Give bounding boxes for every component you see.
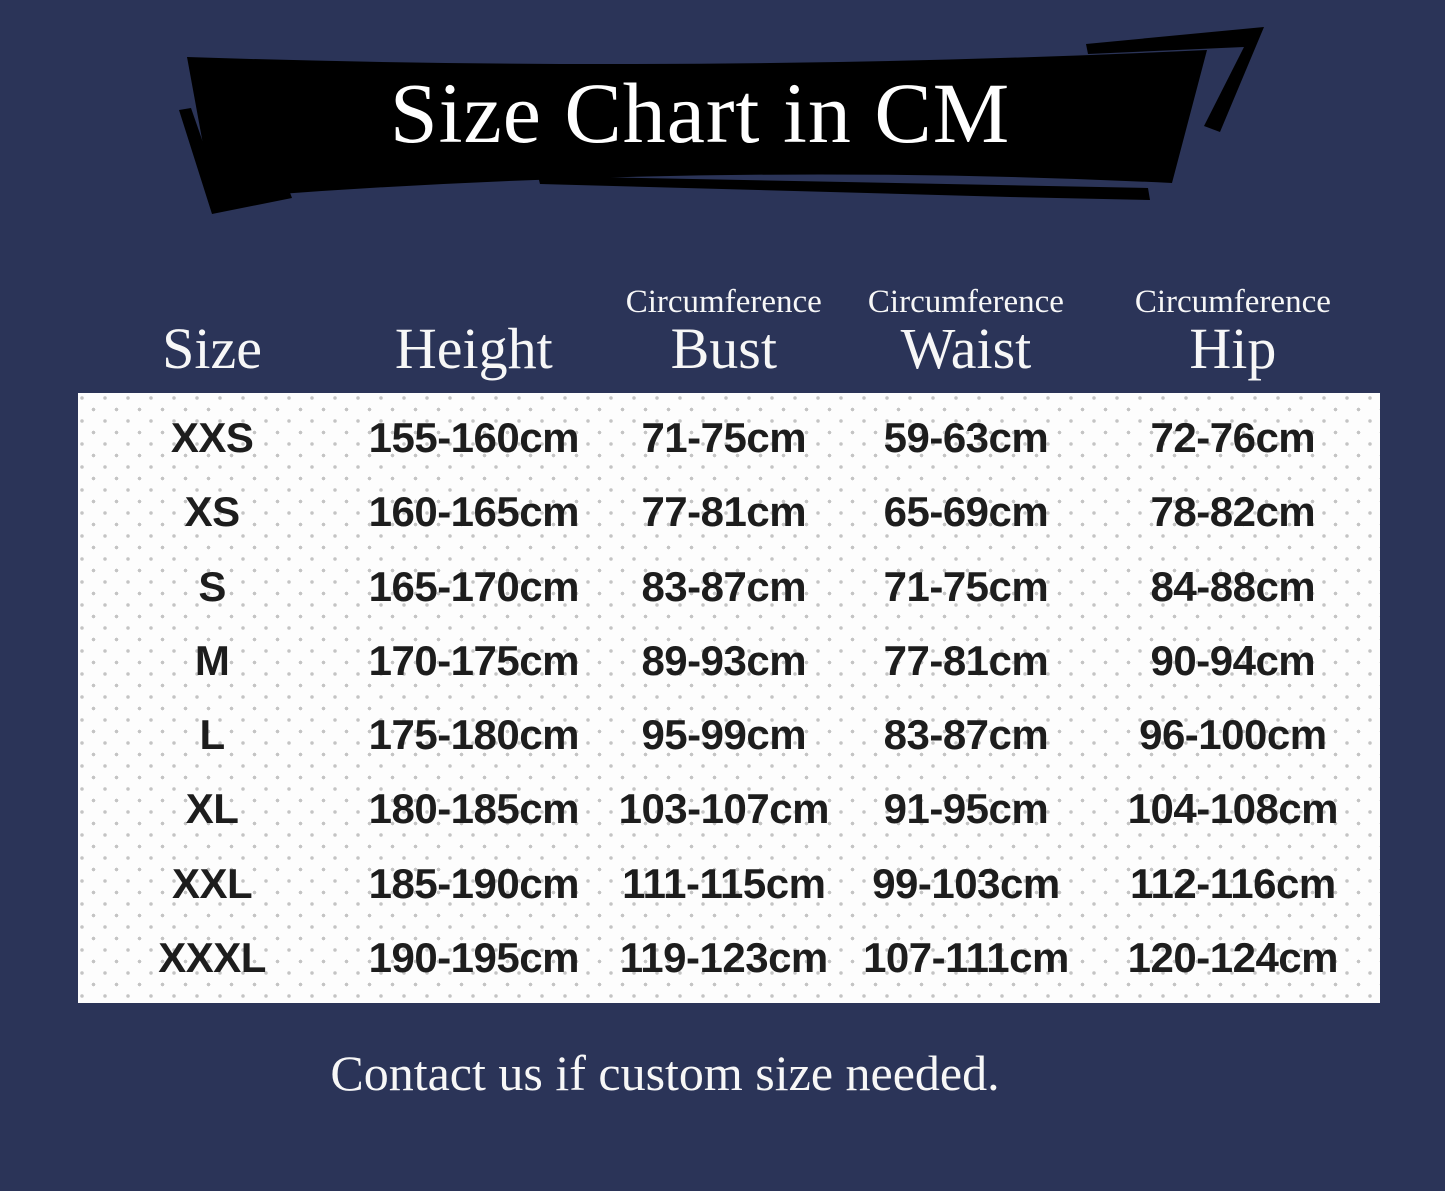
bust-cell: 77-81cm: [641, 488, 807, 536]
hip-cell: 112-116cm: [1129, 859, 1336, 907]
table-row-xxs: [78, 414, 1380, 462]
hip-cell: 78-82cm: [1150, 488, 1316, 536]
header-bust: Bust: [670, 316, 777, 381]
waist-cell: 71-75cm: [883, 562, 1049, 610]
circumference-label-hip: Circumference: [1134, 284, 1331, 320]
table-row-l: [78, 711, 1380, 759]
hip-cell: 90-94cm: [1150, 636, 1316, 684]
banner-stroke-underline: [538, 176, 1150, 200]
header-waist: Waist: [900, 316, 1032, 381]
bust-cell: 71-75cm: [641, 414, 807, 462]
size-cell: S: [198, 562, 226, 610]
height-cell: 175-180cm: [368, 711, 579, 759]
height-cell: 185-190cm: [368, 859, 579, 907]
size-cell: M: [194, 636, 230, 684]
table-row-xl: [78, 785, 1380, 833]
waist-cell: 65-69cm: [883, 488, 1049, 536]
waist-cell: 59-63cm: [883, 414, 1049, 462]
size-cell: XS: [184, 488, 240, 536]
circumference-label-bust: Circumference: [625, 284, 822, 320]
footer-note: Contact us if custom size needed.: [330, 1045, 1000, 1101]
hip-cell: 120-124cm: [1127, 933, 1339, 981]
size-cell: XXL: [172, 859, 253, 907]
size-table: [78, 393, 1380, 1003]
bust-cell: 83-87cm: [641, 562, 807, 610]
waist-cell: 91-95cm: [883, 785, 1049, 833]
waist-cell: 99-103cm: [872, 859, 1060, 907]
circumference-spacer: [346, 284, 601, 320]
hip-cell: 104-108cm: [1127, 785, 1339, 833]
height-cell: 155-160cm: [368, 414, 579, 462]
height-cell: 165-170cm: [368, 562, 579, 610]
size-cell: XXS: [170, 414, 254, 462]
table-row-s: [78, 563, 1380, 611]
circumference-label-waist: Circumference: [867, 284, 1064, 320]
bust-cell: 95-99cm: [641, 711, 807, 759]
size-cell: XXXL: [158, 933, 266, 981]
bust-cell: 103-107cm: [618, 785, 829, 833]
waist-cell: 107-111cm: [863, 933, 1069, 981]
circumference-spacer: [78, 284, 346, 320]
table-row-xs: [78, 488, 1380, 536]
hip-cell: 84-88cm: [1150, 562, 1316, 610]
table-row-xxxl: [78, 934, 1380, 982]
waist-cell: 77-81cm: [883, 636, 1049, 684]
height-cell: 160-165cm: [368, 488, 579, 536]
size-cell: L: [199, 711, 225, 759]
header-size: Size: [162, 316, 263, 381]
table-header-row: [78, 316, 1380, 383]
banner-title: Size Chart in CM: [389, 65, 1011, 161]
height-cell: 180-185cm: [368, 785, 579, 833]
bust-cell: 89-93cm: [641, 636, 807, 684]
height-cell: 170-175cm: [368, 636, 579, 684]
bust-cell: 119-123cm: [619, 933, 828, 981]
height-cell: 190-195cm: [368, 933, 579, 981]
header-height: Height: [394, 316, 553, 381]
table-row-xxl: [78, 860, 1380, 908]
bust-cell: 111-115cm: [622, 859, 826, 907]
hip-cell: 96-100cm: [1139, 711, 1327, 759]
waist-cell: 83-87cm: [883, 711, 1049, 759]
size-cell: XL: [185, 785, 239, 833]
table-row-m: [78, 637, 1380, 685]
hip-cell: 72-76cm: [1150, 414, 1316, 462]
header-hip: Hip: [1189, 316, 1277, 381]
circumference-row: [78, 284, 1380, 320]
